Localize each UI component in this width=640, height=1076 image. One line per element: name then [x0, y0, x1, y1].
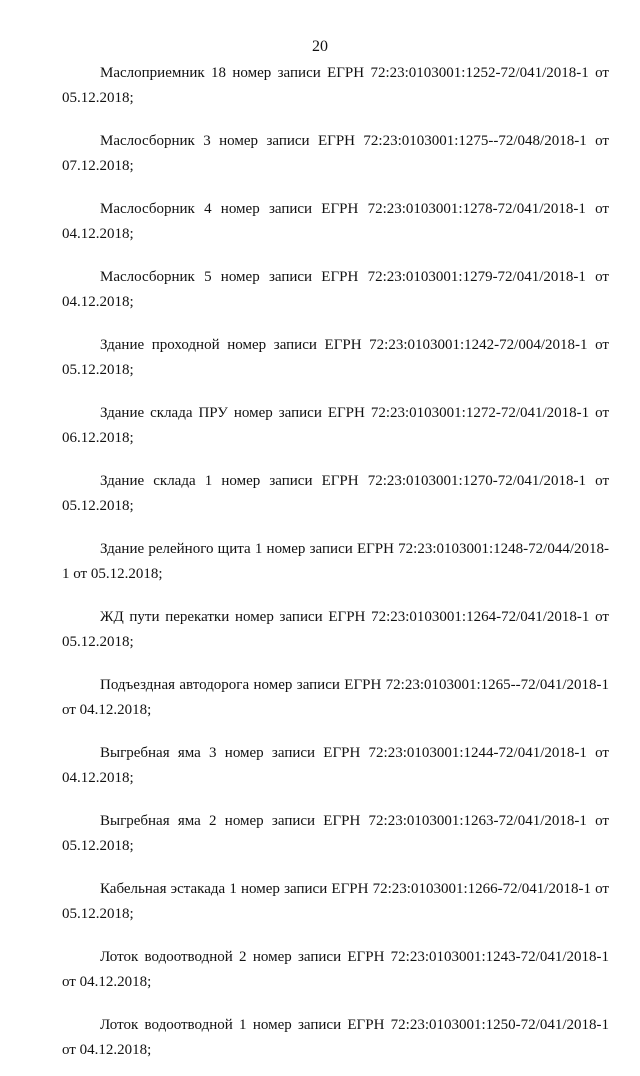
- entry-text: Выгребная яма 2 номер записи ЕГРН 72:23:0103001:1263-72/041/2018-1 от: [100, 813, 609, 829]
- entry-text: Лоток водоотводной 1 номер записи ЕГРН 72:23:0103001:1250-72/041/2018-1: [100, 1017, 609, 1033]
- entry-date: 05.12.2018;: [62, 498, 134, 514]
- entry-date: 05.12.2018;: [62, 90, 134, 106]
- list-item: [0, 668, 640, 719]
- entry-text: Маслоприемник 18 номер записи ЕГРН 72:23:0103001:1252-72/041/2018-1 от: [100, 65, 609, 81]
- entry-text: Здание проходной номер записи ЕГРН 72:23:0103001:1242-72/004/2018-1 от: [100, 337, 609, 353]
- entry-text: Здание склада ПРУ номер записи ЕГРН 72:23:0103001:1272-72/041/2018-1 от: [100, 405, 609, 421]
- entry-text: Здание релейного щита 1 номер записи ЕГРН 72:23:0103001:1248-72/044/2018-: [100, 541, 609, 557]
- list-item: [0, 260, 640, 311]
- list-item: [0, 532, 640, 583]
- list-item: [0, 1008, 640, 1059]
- entry-date: 04.12.2018;: [62, 294, 134, 310]
- list-item: [0, 56, 640, 107]
- entry-text: Маслосборник 3 номер записи ЕГРН 72:23:0103001:1275--72/048/2018-1 от: [100, 133, 609, 149]
- entry-date: 04.12.2018;: [62, 770, 134, 786]
- list-item: [0, 736, 640, 787]
- list-item: [0, 940, 640, 991]
- entry-text: Подъездная автодорога номер записи ЕГРН 72:23:0103001:1265--72/041/2018-1: [100, 677, 609, 693]
- page-number: 20: [312, 38, 328, 55]
- entry-date: 05.12.2018;: [62, 362, 134, 378]
- list-item: [0, 600, 640, 651]
- entry-date: 04.12.2018;: [62, 226, 134, 242]
- list-item: [0, 192, 640, 243]
- entry-text: Кабельная эстакада 1 номер записи ЕГРН 72:23:0103001:1266-72/041/2018-1 от: [100, 881, 609, 897]
- egrn-entry-list: [0, 56, 640, 1076]
- entry-text: ЖД пути перекатки номер записи ЕГРН 72:23:0103001:1264-72/041/2018-1 от: [100, 609, 609, 625]
- list-item: [0, 872, 640, 923]
- entry-date: 05.12.2018;: [62, 906, 134, 922]
- entry-text: Маслосборник 4 номер записи ЕГРН 72:23:0103001:1278-72/041/2018-1 от: [100, 201, 609, 217]
- list-item: [0, 328, 640, 379]
- entry-text: Лоток водоотводной 2 номер записи ЕГРН 72:23:0103001:1243-72/041/2018-1: [100, 949, 609, 965]
- entry-text: Маслосборник 5 номер записи ЕГРН 72:23:0103001:1279-72/041/2018-1 от: [100, 269, 609, 285]
- entry-date: 05.12.2018;: [62, 838, 134, 854]
- entry-date: 07.12.2018;: [62, 158, 134, 174]
- list-item: [0, 804, 640, 855]
- entry-date: от 04.12.2018;: [62, 702, 152, 718]
- entry-date: 1 от 05.12.2018;: [62, 566, 163, 582]
- list-item: [0, 396, 640, 447]
- entry-text: Здание склада 1 номер записи ЕГРН 72:23:0103001:1270-72/041/2018-1 от: [100, 473, 609, 489]
- entry-date: 06.12.2018;: [62, 430, 134, 446]
- entry-date: от 04.12.2018;: [62, 974, 152, 990]
- entry-date: 05.12.2018;: [62, 634, 134, 650]
- list-item: [0, 464, 640, 515]
- list-item: [0, 124, 640, 175]
- entry-date: от 04.12.2018;: [62, 1042, 152, 1058]
- entry-text: Выгребная яма 3 номер записи ЕГРН 72:23:0103001:1244-72/041/2018-1 от: [100, 745, 609, 761]
